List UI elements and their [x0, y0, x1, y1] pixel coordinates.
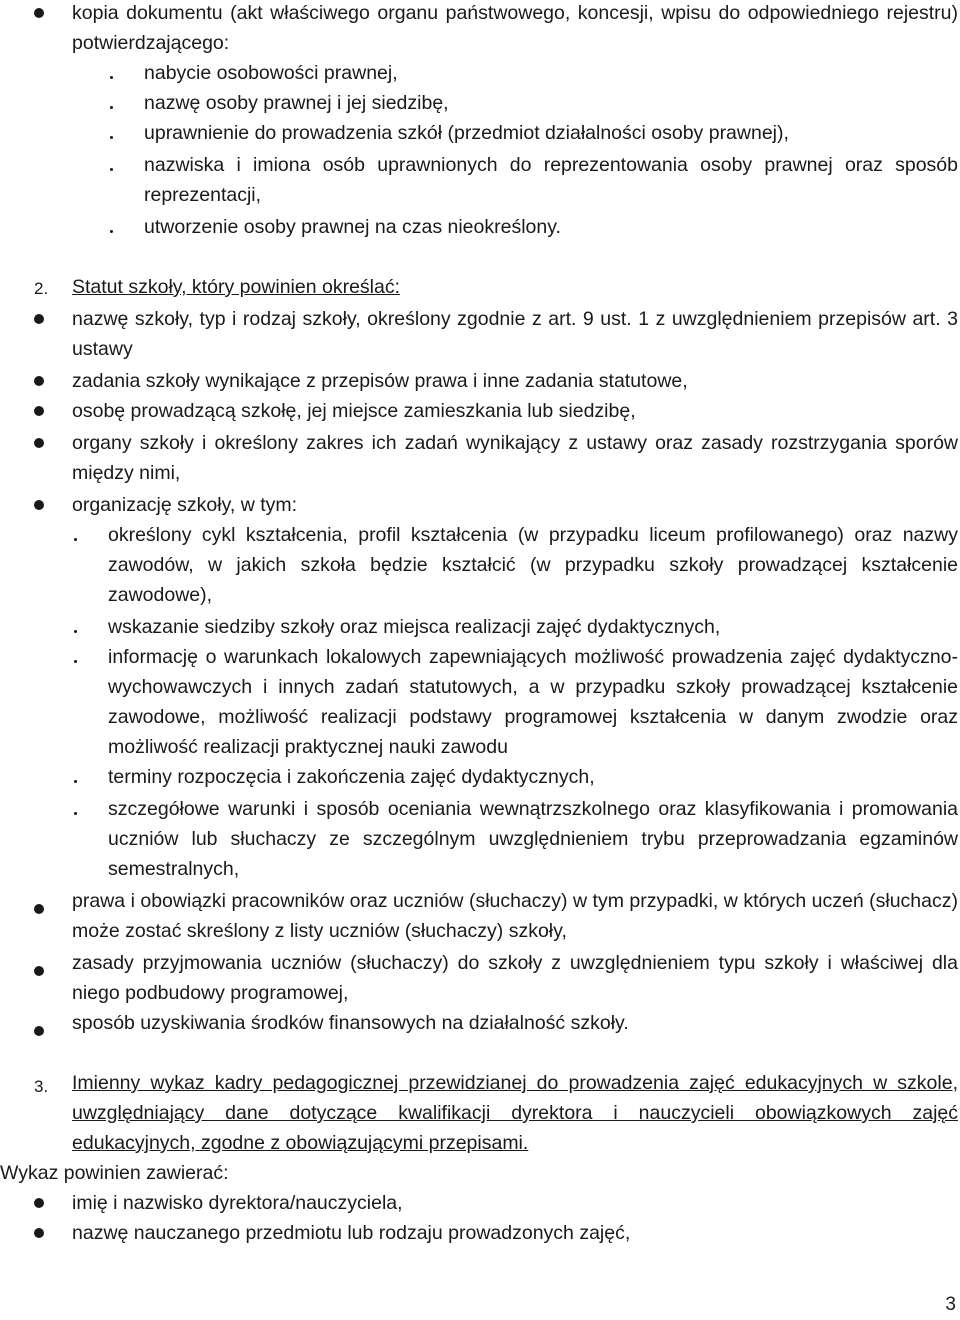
sub-bullet-icon — [74, 812, 77, 815]
sub-bullet-icon — [110, 230, 113, 233]
sub-bullet-icon — [110, 76, 113, 79]
sub-list-item: określony cykl kształcenia, profil kształcenia (w przypadku liceum profilowanego) oraz nazwy zawodów, w jakich szkoła będzie kształcić (w przypadku szkoły prowadzącej kształcenie zawodowe), — [108, 524, 958, 606]
sub-list-item: uprawnienie do prowadzenia szkół (przedmiot działalności osoby prawnej), — [144, 122, 789, 144]
bullet-icon — [34, 1198, 44, 1208]
page-number: 3 — [945, 1294, 956, 1315]
list-item: nazwę szkoły, typ i rodzaj szkoły, określony zgodnie z art. 9 ust. 1 z uwzględnieniem przepisów art. 3 ustawy — [72, 308, 958, 360]
sub-bullet-icon — [74, 538, 77, 541]
sub-bullet-icon — [110, 168, 113, 171]
sub-bullet-icon — [74, 660, 77, 663]
bullet-icon — [34, 966, 44, 976]
list-item: organizację szkoły, w tym: — [72, 494, 298, 516]
bullet-icon — [34, 1228, 44, 1238]
sub-list-item: informację o warunkach lokalowych zapewniających możliwość prowadzenia zajęć dydaktyczno-wychowawczych i innych zadań statutowych, a w przypadku szkoły prowadzącej kształcenie zawodowe, możliwość realizacji podstawy programowej kształcenia w danym zwodzie oraz możliwość realizacji praktycznej nauki zawodu — [108, 646, 958, 758]
bullet-icon — [34, 500, 44, 510]
sub-list-item: szczegółowe warunki i sposób oceniania wewnątrzszkolnego oraz klasyfikowania i promowania uczniów lub słuchaczy ze szczególnym uwzględnieniem trybu przeprowadzania egzaminów semestralnych, — [108, 798, 958, 880]
list-item: kopia dokumentu (akt właściwego organu państwowego, koncesji, wpisu do odpowiedniego rejestru) potwierdzającego: — [72, 2, 958, 54]
bullet-icon — [34, 314, 44, 324]
sub-bullet-icon — [110, 136, 113, 139]
sub-bullet-icon — [74, 630, 77, 633]
bullet-icon — [34, 438, 44, 448]
list-item: zasady przyjmowania uczniów (słuchaczy) do szkoły z uwzględnieniem typu szkoły i właściwej dla niego podbudowy programowej, — [72, 952, 958, 1004]
list-item: prawa i obowiązki pracowników oraz uczniów (słuchaczy) w tym przypadki, w których uczeń (słuchacz) może zostać skreślony z listy uczniów (słuchaczy) szkoły, — [72, 890, 958, 942]
list-item: osobę prowadzącą szkołę, jej miejsce zamieszkania lub siedzibę, — [72, 400, 636, 422]
bullet-icon — [34, 1026, 44, 1036]
sub-list-item: wskazanie siedziby szkoły oraz miejsca realizacji zajęć dydaktycznych, — [108, 616, 721, 638]
sub-list-item: utworzenie osoby prawnej na czas nieokreślony. — [144, 216, 561, 238]
intro-text: Wykaz powinien zawierać: — [0, 1162, 229, 1184]
section-heading: Statut szkoły, który powinien określać: — [72, 276, 401, 298]
bullet-icon — [34, 8, 44, 18]
sub-bullet-icon — [74, 780, 77, 783]
sub-list-item: nazwiska i imiona osób uprawnionych do reprezentowania osoby prawnej oraz sposób reprezentacji, — [144, 154, 958, 206]
sub-list-item: nabycie osobowości prawnej, — [144, 62, 398, 84]
list-item: organy szkoły i określony zakres ich zadań wynikający z ustawy oraz zasady rozstrzygania sporów między nimi, — [72, 432, 958, 484]
list-item: imię i nazwisko dyrektora/nauczyciela, — [72, 1192, 403, 1214]
section-number: 2. — [34, 279, 49, 298]
bullet-icon — [34, 904, 44, 914]
sub-bullet-icon — [110, 106, 113, 109]
list-item: zadania szkoły wynikające z przepisów prawa i inne zadania statutowe, — [72, 370, 688, 392]
section-heading: Imienny wykaz kadry pedagogicznej przewidzianej do prowadzenia zajęć edukacyjnych w szkole, uwzględniający dane dotyczące kwalifikacji dyrektora i nauczycieli obowiązkowych zajęć edukacyjnych, zgodne z obowiązującymi przepisami. — [72, 1072, 958, 1154]
bullet-icon — [34, 376, 44, 386]
list-item: nazwę nauczanego przedmiotu lub rodzaju prowadzonych zajęć, — [72, 1222, 631, 1244]
sub-list-item: nazwę osoby prawnej i jej siedzibę, — [144, 92, 449, 114]
bullet-icon — [34, 406, 44, 416]
section-number: 3. — [34, 1077, 49, 1096]
list-item: sposób uzyskiwania środków finansowych na działalność szkoły. — [72, 1012, 629, 1034]
sub-list-item: terminy rozpoczęcia i zakończenia zajęć dydaktycznych, — [108, 766, 595, 788]
